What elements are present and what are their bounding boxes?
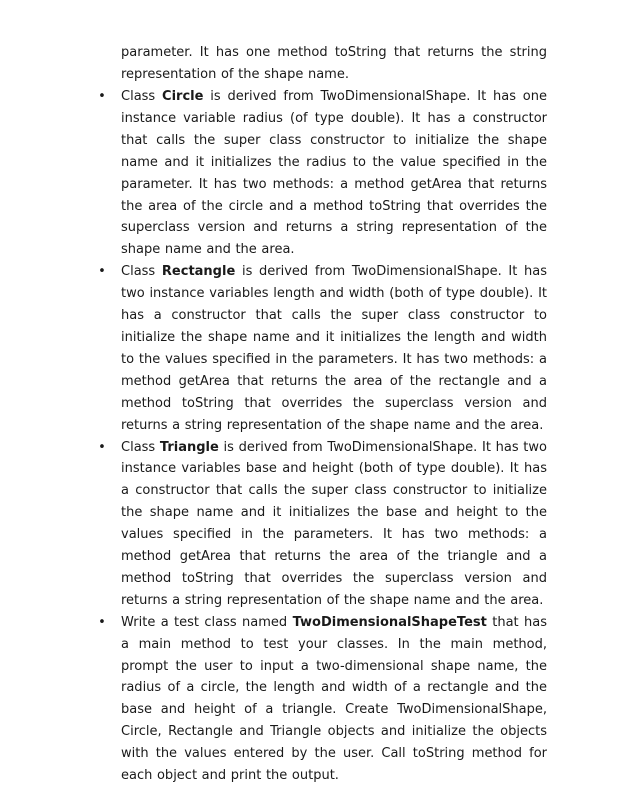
bullet-marker: •	[98, 614, 106, 630]
bullet-marker: •	[98, 264, 106, 280]
bullet-body: is derived from TwoDimensionalShape. It has two instance variables base and height (both of type double). It has a constructor that calls the super class constructor to initialize the shape name and it initializes the base and height to the values specified in the parameters. It has two methods: a method getArea that returns the area of the triangle and a method toString that overrides the superclass version and returns a string representation of the shape name and the area.	[121, 439, 547, 608]
class-name-triangle: Triangle	[159, 439, 219, 455]
bullet-item-circle	[98, 86, 547, 261]
bullet-paragraph	[121, 86, 547, 261]
bullet-prefix: Class	[121, 89, 163, 104]
bullet-body: that has a main method to test your classes. In the main method, prompt the user to input a two-dimensional shape name, the radius of a circle, the length and width of a rectangle and the base and height of a triangle. Create TwoDimensionalShape, Circle, Rectangle and Triangle objects and initialize the objects with the values entered by the user. Call toString method for each object and print the output.	[121, 614, 547, 784]
bullet-paragraph	[121, 261, 547, 436]
bullet-paragraph	[121, 437, 547, 612]
bullet-prefix: Write a test class named	[121, 614, 293, 630]
bullet-prefix: Class	[121, 264, 162, 280]
class-name-circle: Circle	[162, 89, 204, 104]
bullet-body: is derived from TwoDimensionalShape. It has one instance variable radius (of type double). It has a constructor that calls the super class constructor to initialize the shape name and it initializes the radius to the value specified in the parameter. It has two methods: a method getArea that returns the area of the circle and a method toString that overrides the superclass version and returns a string representation of the shape name and the area.	[121, 89, 547, 258]
bullet-item-triangle	[98, 437, 547, 612]
bullet-body: is derived from TwoDimensionalShape. It has two instance variables length and width (both of type double). It has a constructor that calls the super class constructor to initialize the shape name and it initializes the length and width to the values specified in the parameters. It has two methods: a method getArea that returns the area of the rectangle and a method toString that overrides the superclass version and returns a string representation of the shape name and the area.	[121, 264, 547, 433]
class-name-test: TwoDimensionalShapeTest	[292, 614, 487, 630]
class-name-rectangle: Rectangle	[161, 264, 236, 280]
bullet-item-rectangle	[98, 261, 547, 436]
requirements-list	[98, 86, 547, 787]
bullet-prefix: Class	[121, 439, 160, 455]
intro-paragraph: parameter. It has one method toString that returns the string representation of the shape name.	[121, 45, 547, 82]
bullet-marker: •	[98, 439, 106, 455]
bullet-marker: •	[98, 89, 106, 104]
